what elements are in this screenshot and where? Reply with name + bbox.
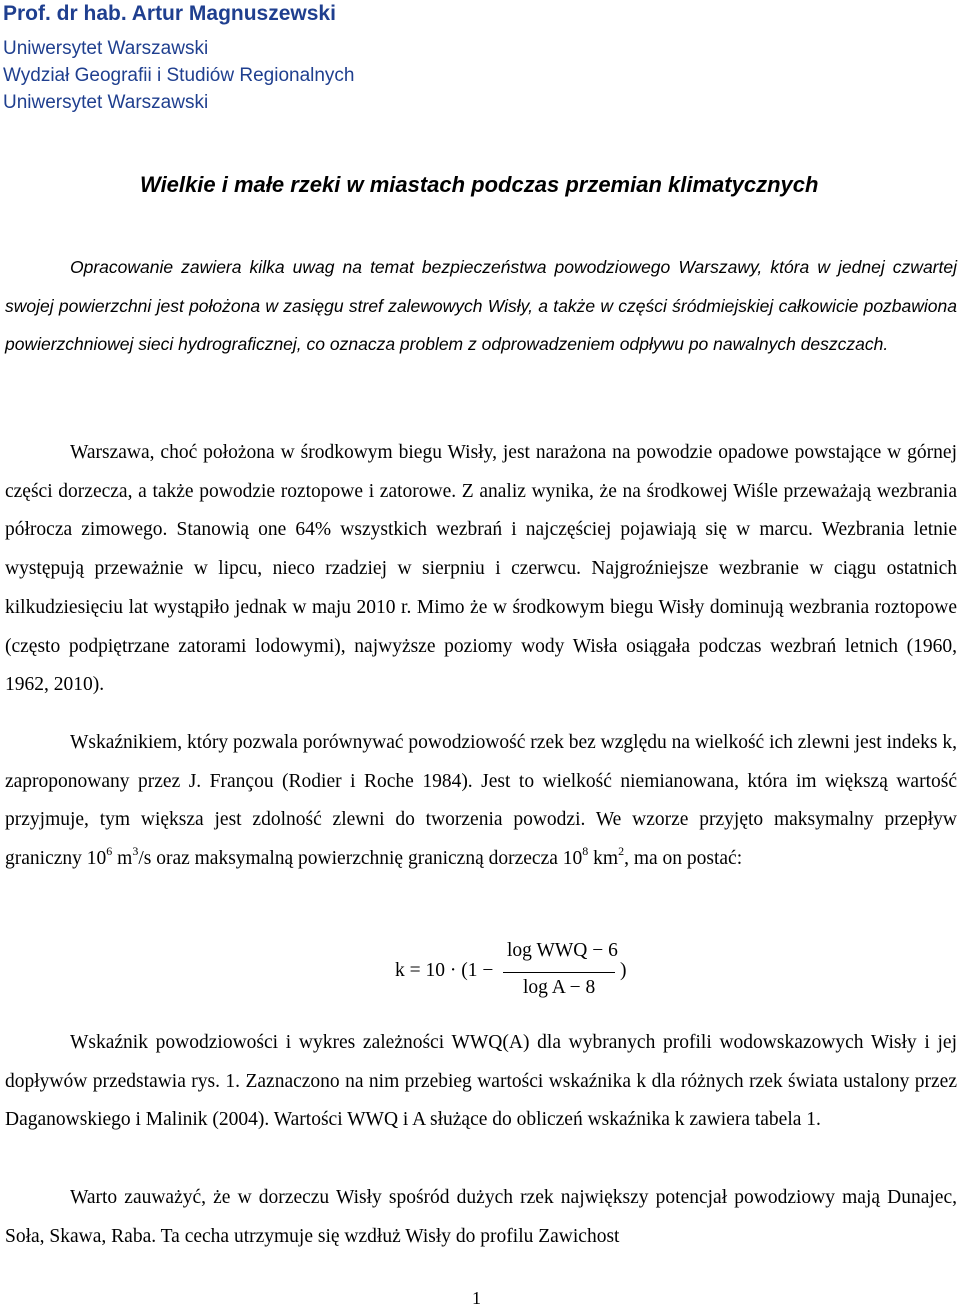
abstract-paragraph: Opracowanie zawiera kilka uwag na temat bezpieczeństwa powodziowego Warszawy, która w jednej czwartej swojej powierzchni jest położona w zasięgu stref zalewowych Wisły, a także w części śródmiejskiej całkowicie pozbawiona powierzchniowej sieci hydrograficznej, co oznacza problem z odprowadzeniem odpływu po nawalnych deszczach. bbox=[5, 257, 957, 354]
page-number: 1 bbox=[472, 1288, 481, 1308]
p2-sup-b: 3 bbox=[132, 844, 139, 859]
p2-text-e: , ma on postać: bbox=[624, 848, 743, 870]
k-index-formula bbox=[395, 936, 645, 1006]
author-name: Prof. dr hab. Artur Magnuszewski bbox=[3, 2, 336, 25]
p2-text-d: km bbox=[588, 848, 619, 870]
document-title: Wielkie i małe rzeki w miastach podczas przemian klimatycznych bbox=[140, 172, 819, 197]
p2-sup-d: 2 bbox=[618, 844, 625, 859]
p2-text-a: Wskaźnikiem, który pozwala porównywać powodziowość rzek bez względu na wielkość ich zlewni jest indeks k, zaproponowany przez J. Françou (Rodier i Roche 1984). Jest to wielkość niemianowana, która im większą wartość przyjmuje, tym większa jest zdolność zlewni do tworzenia powodzi. We wzorze przyjęto maksymalny przepływ graniczny 10 bbox=[5, 732, 957, 870]
formula-lhs: k = 10 · (1 − bbox=[395, 960, 494, 981]
body-paragraph-3: Wskaźnik powodziowości i wykres zależności WWQ(A) dla wybranych profili wodowskazowych Wisły i jej dopływów przedstawia rys. 1. Zaznaczono na nim przebieg wartości wskaźnika k dla różnych rzek świata ustalony przez Daganowskiego i Malinik (2004). Wartości WWQ i A służące do obliczeń wskaźnika k zawiera tabela 1. bbox=[5, 1032, 957, 1131]
p2-sup-a: 6 bbox=[106, 844, 113, 859]
affiliation-line-2: Wydział Geografii i Studiów Regionalnych bbox=[3, 65, 355, 86]
body-paragraph-4: Warto zauważyć, że w dorzeczu Wisły spośród dużych rzek największy potencjał powodziowy mają Dunajec, Soła, Skawa, Raba. Ta cecha utrzymuje się wzdłuż Wisły do profilu Zawichost bbox=[5, 1187, 957, 1247]
formula-numerator: log WWQ − 6 bbox=[507, 940, 618, 961]
body-paragraph-2 bbox=[5, 724, 957, 879]
formula-close-paren: ) bbox=[620, 960, 627, 981]
body-paragraph-1: Warszawa, choć położona w środkowym biegu Wisły, jest narażona na powodzie opadowe powstające w górnej części dorzecza, a także powodzie roztopowe i zatorowe. Z analiz wynika, że na środkowej Wiśle przeważają wezbrania półrocza zimowego. Stanowią one 64% wszystkich wezbrań i najczęściej pojawiają się w marcu. Wezbrania letnie występują przeważnie w lipcu, nieco rzadziej w sierpniu i czerwcu. Najgroźniejsze wezbranie w ciągu ostatnich kilkudziesięciu lat wystąpiło jednak w maju 2010 r. Mimo że w środkowym biegu Wisły dominują wezbrania roztopowe (często podpiętrzane zatorami lodowymi), najwyższe poziomy wody Wisła osiągała podczas wezbrań letnich (1960, 1962, 2010). bbox=[5, 442, 957, 696]
fraction-bar bbox=[503, 972, 615, 973]
p2-text-c: /s oraz maksymalną powierzchnię graniczną dorzecza 10 bbox=[138, 848, 583, 870]
affiliation-line-1: Uniwersytet Warszawski bbox=[3, 38, 209, 59]
p2-text-b: m bbox=[112, 848, 133, 870]
formula-denominator: log A − 8 bbox=[523, 977, 596, 998]
p2-sup-c: 8 bbox=[582, 844, 589, 859]
affiliation-line-3: Uniwersytet Warszawski bbox=[3, 92, 209, 113]
